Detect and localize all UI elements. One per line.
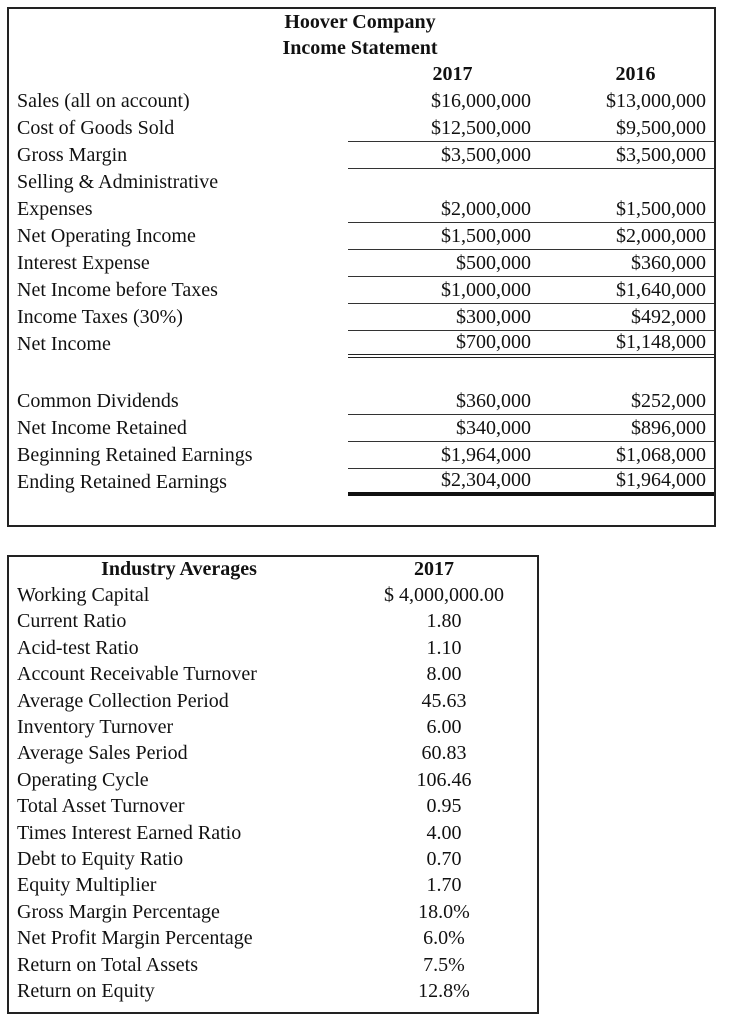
company-name: Hoover Company [284,11,436,33]
statement-row [9,88,729,115]
ratio-value: 12.8% [418,979,470,1002]
statement-row [9,469,729,496]
statement-row [9,388,729,415]
statement-row [9,196,729,223]
ratio-value: 8.00 [426,663,462,686]
value-2016: $1,500,000 [537,196,714,223]
industry-row [9,688,729,714]
year-header-row [9,61,729,88]
value-2017: $360,000 [348,388,537,415]
row-label: Selling & Administrative [17,171,219,193]
row-label: Ending Retained Earnings [17,471,227,493]
ratio-label: Net Profit Margin Percentage [17,927,253,950]
row-label: Interest Expense [17,252,150,274]
ratio-value: 6.00 [426,716,462,739]
ratio-value: 60.83 [421,742,467,765]
value-2016: $360,000 [537,250,714,277]
ratio-value: 0.95 [426,795,462,818]
industry-row [9,925,729,951]
ratio-label: Average Sales Period [17,742,188,765]
ratio-label: Inventory Turnover [17,716,174,739]
industry-row [9,899,729,925]
ratio-value: 4.00 [426,821,462,844]
ratio-value: 7.5% [423,953,465,976]
ratio-label: Account Receivable Turnover [17,663,257,686]
value-2016: $252,000 [537,388,714,415]
value-2017 [348,169,537,196]
ratio-value: 1.10 [426,636,462,659]
value-2017: $12,500,000 [348,115,537,142]
ratio-label: Return on Equity [17,979,155,1002]
row-label: Common Dividends [17,390,179,412]
statement-row [9,415,729,442]
value-2017: $2,000,000 [348,196,537,223]
statement-row [9,250,729,277]
value-2016: $9,500,000 [537,115,714,142]
row-label: Net Income before Taxes [17,279,218,301]
year-2016-header: 2016 [615,63,656,85]
value-2017: $1,964,000 [348,442,537,469]
value-2017: $340,000 [348,415,537,442]
value-2017: $700,000 [348,331,537,358]
industry-row [9,767,729,793]
ratio-value: 0.70 [426,847,462,870]
industry-row [9,846,729,872]
value-2017: $1,500,000 [348,223,537,250]
statement-row [9,277,729,304]
ratio-label: Return on Total Assets [17,953,199,976]
ratio-label: Current Ratio [17,610,127,633]
year-2017-header: 2017 [432,63,473,85]
industry-row [9,794,729,820]
ratio-label: Times Interest Earned Ratio [17,821,242,844]
ratio-label: Equity Multiplier [17,874,157,897]
value-2017: $2,304,000 [348,469,537,496]
ratio-label: Working Capital [17,584,150,607]
industry-row [9,582,729,608]
row-label: Gross Margin [17,144,128,166]
row-label: Net Income [17,333,111,355]
statement-title: Income Statement [282,37,438,59]
value-2016: $13,000,000 [606,90,706,112]
statement-row [9,223,729,250]
statement-row [9,169,729,196]
value-2016: $1,640,000 [537,277,714,304]
row-label: Sales (all on account) [17,90,190,112]
income-rows [9,61,729,496]
row-label: Beginning Retained Earnings [17,444,253,466]
statement-row [9,304,729,331]
value-2016: $896,000 [537,415,714,442]
statement-row [9,115,729,142]
ratio-label: Gross Margin Percentage [17,900,220,923]
ratio-label: Total Asset Turnover [17,795,185,818]
value-2017: $1,000,000 [348,277,537,304]
value-2017: $500,000 [348,250,537,277]
ratio-label: Operating Cycle [17,768,149,791]
value-2017: $16,000,000 [431,90,531,112]
industry-row [9,952,729,978]
ratio-value: 1.70 [426,874,462,897]
industry-row [9,714,729,740]
value-2016: $2,000,000 [537,223,714,250]
value-2016: $3,500,000 [537,142,714,169]
value-2016: $1,068,000 [537,442,714,469]
row-label: Expenses [17,198,93,220]
industry-title: Industry Averages [101,557,257,580]
ratio-label: Debt to Equity Ratio [17,847,184,870]
statement-row [9,142,729,169]
ratio-value: 6.0% [423,927,465,950]
value-2017: $3,500,000 [348,142,537,169]
industry-row [9,635,729,661]
value-2016: $1,964,000 [537,469,714,496]
ratio-label: Average Collection Period [17,689,229,712]
value-2016 [537,169,714,196]
industry-row [9,741,729,767]
row-label: Income Taxes (30%) [17,306,183,328]
ratio-value: $ 4,000,000.00 [384,584,504,607]
industry-year: 2017 [414,557,454,580]
industry-row [9,662,729,688]
industry-row [9,609,729,635]
industry-header-row [9,556,729,582]
row-label: Cost of Goods Sold [17,117,175,139]
statement-row [9,331,729,358]
industry-row [9,820,729,846]
value-2016: $1,148,000 [537,331,714,358]
statement-row [9,442,729,469]
ratio-value: 45.63 [421,689,467,712]
row-label: Net Income Retained [17,417,187,439]
industry-rows [9,556,729,1005]
ratio-label: Acid-test Ratio [17,636,139,659]
industry-row [9,978,729,1004]
spacer-row [9,358,729,388]
value-2016: $492,000 [537,304,714,331]
row-label: Net Operating Income [17,225,196,247]
ratio-value: 106.46 [416,768,472,791]
ratio-value: 1.80 [426,610,462,633]
industry-row [9,873,729,899]
ratio-value: 18.0% [418,900,470,923]
value-2017: $300,000 [348,304,537,331]
